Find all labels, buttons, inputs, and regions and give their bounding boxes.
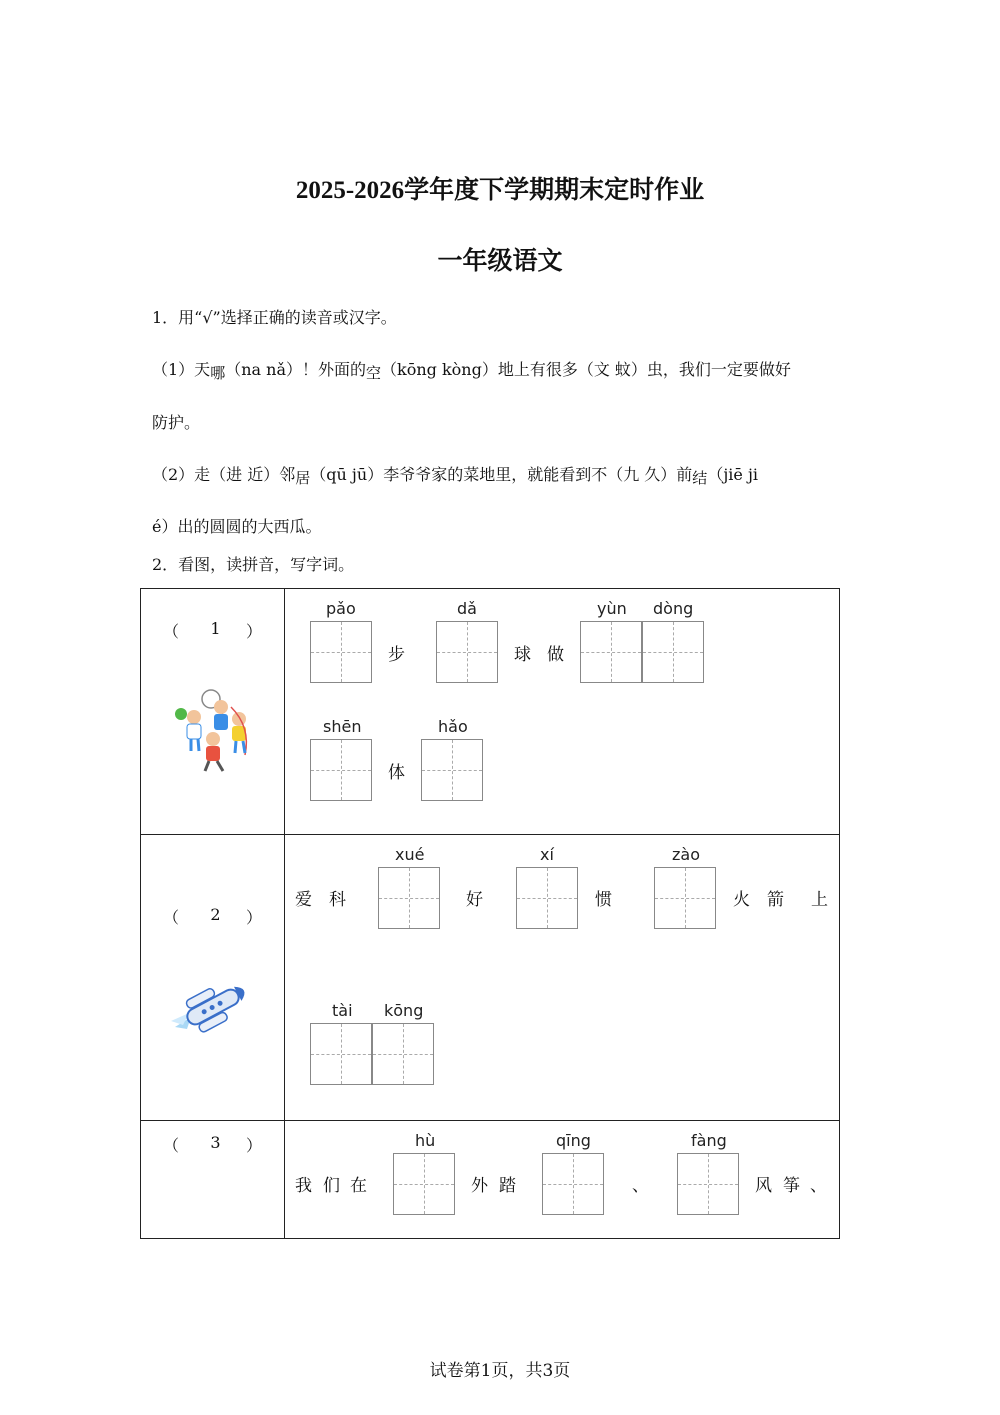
- char-huo: 火: [733, 890, 750, 910]
- char-ti: 体: [388, 763, 405, 783]
- kids-playing-illustration: [169, 687, 255, 777]
- writing-box[interactable]: [580, 621, 642, 683]
- row-1-label: （ 1 ）: [163, 619, 262, 641]
- writing-box[interactable]: [310, 1023, 372, 1085]
- pinyin-tai: tài: [332, 1001, 353, 1020]
- writing-box[interactable]: [310, 621, 372, 683]
- char-zheng: 筝: [783, 1176, 800, 1196]
- rocket-illustration: [169, 977, 255, 1037]
- row-2-writing-cell: [285, 835, 840, 1121]
- pinyin-xi: xí: [540, 845, 554, 864]
- row-2-label: （ 2 ）: [163, 905, 262, 927]
- writing-box[interactable]: [516, 867, 578, 929]
- row-1-writing-cell: [285, 589, 840, 835]
- question-1-item-1-cont: 防护。: [152, 413, 201, 432]
- row-3-label-cell: [141, 1121, 285, 1239]
- pinyin-xue: xué: [395, 845, 425, 864]
- question-2-stem: 2．看图，读拼音，写字词。: [152, 555, 355, 574]
- char-zuo: 做: [547, 645, 564, 665]
- char-ai: 爱: [295, 890, 312, 910]
- writing-box[interactable]: [310, 739, 372, 801]
- pinyin-da: dǎ: [457, 599, 477, 618]
- writing-box[interactable]: [642, 621, 704, 683]
- pinyin-yun: yùn: [597, 599, 627, 618]
- writing-box[interactable]: [378, 867, 440, 929]
- row-2-label-cell: [141, 835, 285, 1121]
- char-feng: 风: [755, 1176, 772, 1196]
- writing-box[interactable]: [654, 867, 716, 929]
- writing-box[interactable]: [393, 1153, 455, 1215]
- row-3-label: （ 3 ）: [163, 1133, 262, 1155]
- question-1-stem: 1．用“√”选择正确的读音或汉字。: [152, 308, 397, 327]
- char-zai: 在: [350, 1176, 367, 1196]
- char-men: 们: [323, 1176, 340, 1196]
- char-dun-2: 、: [810, 1176, 827, 1196]
- writing-box[interactable]: [436, 621, 498, 683]
- char-hao: 好: [466, 890, 483, 910]
- pinyin-fang: fàng: [691, 1131, 727, 1150]
- writing-box[interactable]: [542, 1153, 604, 1215]
- char-guan: 惯: [595, 890, 612, 910]
- pinyin-dong: dòng: [653, 599, 694, 618]
- writing-table: [140, 588, 840, 1239]
- question-1-item-1: （1）天哪（na nǎ）！外面的空（kōng kòng）地上有很多（文 蚊）虫，我们一定要做好: [152, 360, 791, 382]
- page-footer: 试卷第1页，共3页: [429, 1361, 571, 1381]
- question-1-item-2-cont: é）出的圆圆的大西瓜。: [152, 517, 322, 536]
- pinyin-hao: hǎo: [438, 717, 468, 736]
- char-ke: 科: [329, 890, 346, 910]
- pinyin-shen: shēn: [323, 717, 362, 736]
- char-wai: 外: [471, 1176, 488, 1196]
- char-shang: 上: [811, 890, 828, 910]
- char-dun: 、: [632, 1176, 649, 1196]
- pinyin-zao: zào: [672, 845, 700, 864]
- pinyin-hu: hù: [415, 1131, 436, 1150]
- row-1-label-cell: [141, 589, 285, 835]
- char-ta: 踏: [499, 1176, 516, 1196]
- page-subtitle: 一年级语文: [437, 248, 563, 275]
- page-title: 2025-2026学年度下学期期末定时作业: [295, 177, 705, 204]
- writing-box[interactable]: [372, 1023, 434, 1085]
- question-1-item-2: （2）走（进 近）邻居（qū jū）李爷爷家的菜地里，就能看到不（九 久）前结（jiē ji: [152, 465, 759, 487]
- pinyin-qing: qīng: [556, 1131, 591, 1150]
- char-qiu: 球: [514, 645, 531, 665]
- writing-box[interactable]: [677, 1153, 739, 1215]
- pinyin-kong: kōng: [384, 1001, 424, 1020]
- pinyin-pao: pǎo: [326, 599, 356, 618]
- char-bu: 步: [388, 645, 405, 665]
- char-wo: 我: [295, 1176, 312, 1196]
- row-3-writing-cell: [285, 1121, 840, 1239]
- char-jian: 箭: [767, 890, 784, 910]
- writing-box[interactable]: [421, 739, 483, 801]
